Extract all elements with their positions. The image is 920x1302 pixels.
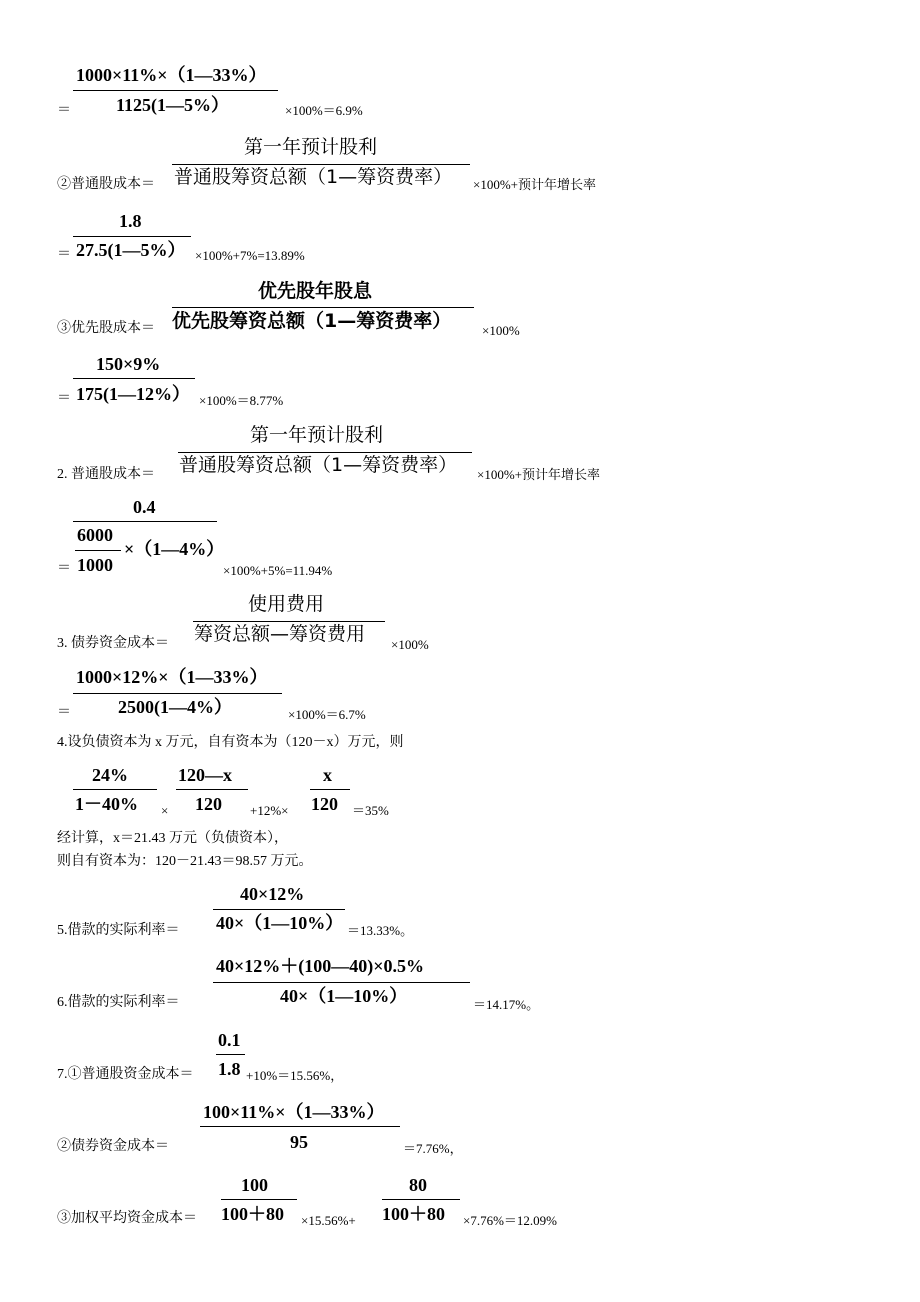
fraction-bar <box>310 789 350 790</box>
fraction-bar <box>213 982 470 983</box>
label-bond-capital-cost: ②债券资金成本＝ <box>57 1139 169 1154</box>
denominator: 1.8 <box>218 1059 241 1079</box>
inner-multiplier: ×（1—4%） <box>124 539 225 559</box>
fraction-bar <box>73 378 195 379</box>
denominator: 筹资总额—筹资费用 <box>194 623 366 645</box>
result-text: ×100%+5%=11.94% <box>223 563 333 578</box>
equals-sign: ＝ <box>57 247 71 262</box>
fraction-bar <box>172 307 474 308</box>
numerator: x <box>323 765 332 785</box>
equals-sign: ＝ <box>57 561 71 576</box>
label-weighted-average-cost: ③加权平均资金成本＝ <box>57 1211 197 1226</box>
numerator: 24% <box>92 765 128 785</box>
fraction-bar <box>73 693 282 694</box>
fraction-bar <box>193 621 385 622</box>
result-text: ×100%+7%=13.89% <box>195 248 305 263</box>
numerator: 第一年预计股利 <box>250 424 384 446</box>
equals-sign: ＝ <box>57 705 71 720</box>
numerator: 1.8 <box>119 211 142 231</box>
result-text: ×100%+预计年增长率 <box>477 467 600 482</box>
numerator: 40×12%＋(100—40)×0.5% <box>216 956 425 976</box>
fraction-bar <box>178 452 472 453</box>
fraction-bar <box>73 236 191 237</box>
result-text: ×100% <box>482 323 520 338</box>
denominator: 175(1—12%） <box>76 384 190 404</box>
denominator: 1－40% <box>75 794 138 814</box>
calculation-result-debt: 经计算，x＝21.43 万元（负债资本）， <box>57 831 288 846</box>
inner-fraction-bar <box>75 550 121 551</box>
fraction-bar <box>200 1126 400 1127</box>
plus-12-percent-times: +12%× <box>250 803 289 818</box>
numerator: 1000×11%×（1—33%） <box>76 65 267 85</box>
numerator: 0.1 <box>218 1030 241 1050</box>
times-15-56-percent-plus: ×15.56%+ <box>301 1213 356 1228</box>
numerator: 第一年预计股利 <box>244 136 378 158</box>
numerator: 使用费用 <box>248 593 325 615</box>
fraction-bar <box>176 789 248 790</box>
result-text: ×100%＝6.7% <box>288 707 366 722</box>
label-preferred-stock-cost: ③优先股成本＝ <box>57 321 155 336</box>
denominator: 100＋80 <box>221 1204 284 1224</box>
inner-denominator: 1000 <box>77 555 113 575</box>
fraction-bar <box>216 1054 245 1055</box>
result-text: ×100%＝8.77% <box>199 393 284 408</box>
fraction-bar <box>73 90 278 91</box>
fraction-bar <box>221 1199 297 1200</box>
result-text: ＝14.17%。 <box>473 997 540 1012</box>
label-bond-cost: 3. 债券资金成本＝ <box>57 636 169 651</box>
numerator: 80 <box>409 1175 427 1195</box>
result-text: ×100% <box>391 637 429 652</box>
result-text: ×100%＝6.9% <box>285 103 363 118</box>
fraction-bar <box>213 909 345 910</box>
numerator: 100×11%×（1—33%） <box>203 1102 385 1122</box>
numerator: 150×9% <box>96 354 161 374</box>
fraction-bar <box>172 164 470 165</box>
denominator: 1125(1—5%） <box>116 95 230 115</box>
fraction-bar <box>73 521 217 522</box>
inner-numerator: 6000 <box>77 525 113 545</box>
times-sign: × <box>161 803 169 818</box>
denominator: 120 <box>311 794 338 814</box>
fraction-bar <box>382 1199 460 1200</box>
label-effective-rate-5: 5.借款的实际利率＝ <box>57 923 180 938</box>
numerator: 1000×12%×（1—33%） <box>76 667 268 687</box>
label-common-stock-cost: ②普通股成本＝ <box>57 177 155 192</box>
denominator: 普通股筹资总额（1—筹资费率） <box>179 454 458 476</box>
equals-sign: ＝ <box>57 391 71 406</box>
denominator: 40×（1—10%） <box>216 913 344 933</box>
result-text: ×7.76%＝12.09% <box>463 1213 557 1228</box>
denominator: 27.5(1—5%） <box>76 240 186 260</box>
numerator: 40×12% <box>240 884 305 904</box>
label-common-stock-cost-2: 2. 普通股成本＝ <box>57 467 155 482</box>
denominator: 2500(1—4%） <box>118 697 232 717</box>
denominator: 普通股筹资总额（1—筹资费率） <box>174 166 453 188</box>
label-effective-rate-6: 6.借款的实际利率＝ <box>57 995 180 1010</box>
result-text: ＝7.76%， <box>403 1141 463 1156</box>
problem-4-statement: 4.设负债资本为 x 万元，自有资本为（120－x）万元，则 <box>57 735 404 750</box>
result-text: ＝13.33%。 <box>347 923 414 938</box>
numerator: 0.4 <box>133 497 156 517</box>
denominator: 优先股筹资总额（1—筹资费率） <box>172 310 452 332</box>
result-text: ＝35% <box>352 803 389 818</box>
numerator: 120—x <box>178 765 232 785</box>
numerator: 优先股年股息 <box>258 280 373 302</box>
result-text: ×100%+预计年增长率 <box>473 177 596 192</box>
fraction-bar <box>73 789 157 790</box>
numerator: 100 <box>241 1175 268 1195</box>
denominator: 40×（1—10%） <box>280 986 408 1006</box>
calculation-result-equity: 则自有资本为：120－21.43＝98.57 万元。 <box>57 854 313 869</box>
label-common-stock-capital-cost: 7.①普通股资金成本＝ <box>57 1067 194 1082</box>
equals-sign: ＝ <box>57 103 71 118</box>
denominator: 100＋80 <box>382 1204 445 1224</box>
result-text: +10%＝15.56%， <box>246 1068 344 1083</box>
denominator: 120 <box>195 794 222 814</box>
denominator: 95 <box>290 1132 308 1152</box>
